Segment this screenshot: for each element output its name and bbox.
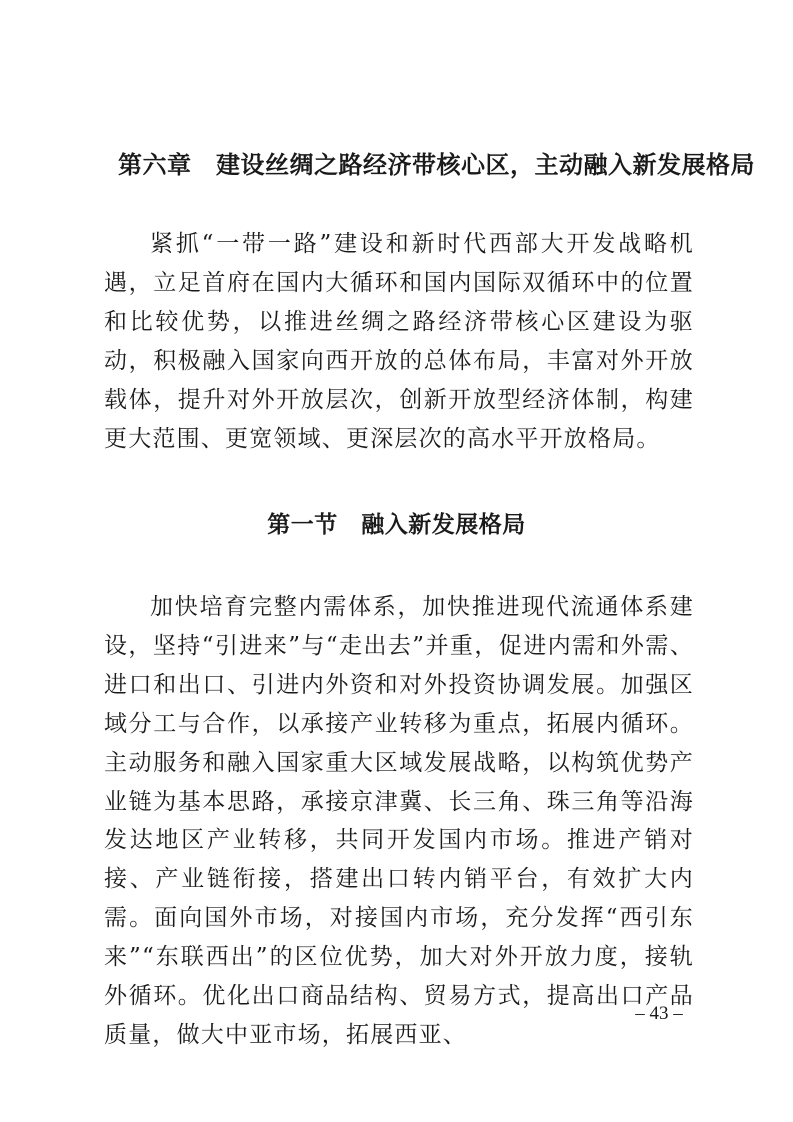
page-number: – 43 – xyxy=(635,1003,683,1024)
chapter-intro-paragraph: 紧抓“一带一路”建设和新时代西部大开发战略机遇，立足首府在国内大循环和国内国际双循环中的位置和比较优势，以推进丝绸之路经济带核心区建设为驱动，积极融入国家向西开放的总体布局，丰富对外开放载体，提升对外开放层次，创新开放型经济体制，构建更大范围、更宽领域、更深层次的高水平开放格局。 xyxy=(104,231,694,452)
chapter-title: 第六章 建设丝绸之路经济带核心区，主动融入新发展格局 xyxy=(118,150,755,179)
section-title: 第一节 融入新发展格局 xyxy=(267,511,526,538)
section-body-paragraph: 加快培育完整内需体系，加快推进现代流通体系建设，坚持“引进来”与“走出去”并重，促进内需和外需、进口和出口、引进内外资和对外投资协调发展。加强区域分工与合作，以承接产业转移为重点，拓展内循环。主动服务和融入国家重大区域发展战略，以构筑优势产业链为基本思路，承接京津冀、长三角、珠三角等沿海发达地区产业转移，共同开发国内市场。推进产销对接、产业链衔接，搭建出口转内销平台，有效扩大内需。面向国外市场，对接国内市场，充分发挥“西引东来”“东联西出”的区位优势，加大对外开放力度，接轨外循环。优化出口商品结构、贸易方式，提高出口产品质量，做大中亚市场，拓展西亚、 xyxy=(104,594,694,1048)
